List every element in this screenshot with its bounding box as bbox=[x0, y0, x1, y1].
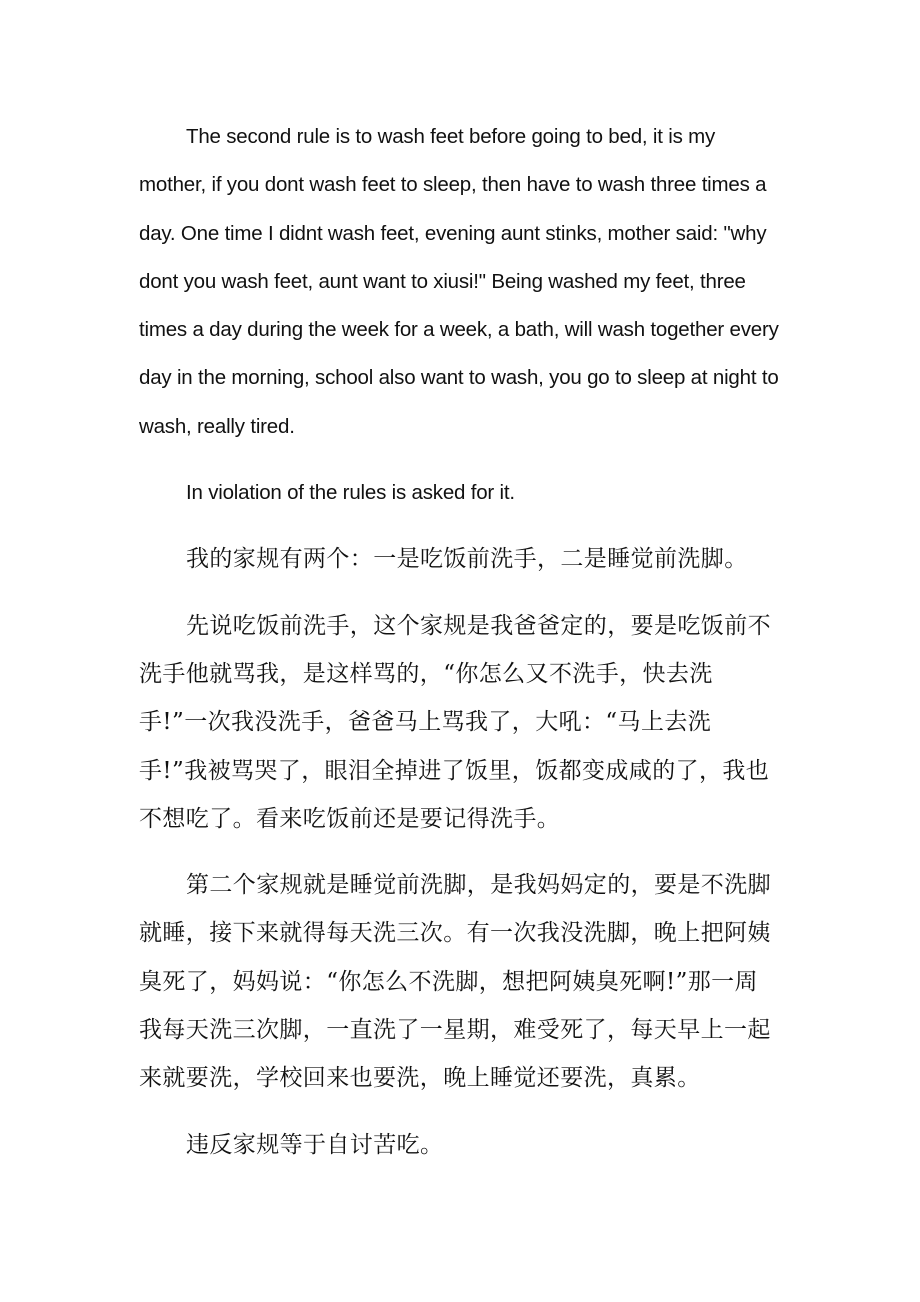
document-body bbox=[139, 113, 779, 1169]
paragraph-gap bbox=[139, 451, 779, 469]
paragraph-wash-feet-zh: 第二个家规就是睡觉前洗脚，是我妈妈定的，要是不洗脚就睡，接下来就得每天洗三次。有一次我没洗脚，晚上把阿姨臭死了，妈妈说：“你怎么不洗脚，想把阿姨臭死啊!”那一周我每天洗三次脚，一直洗了一星期，难受死了，每天早上一起来就要洗，学校回来也要洗，晚上睡觉还要洗，真累。 bbox=[139, 872, 771, 1092]
paragraph-violation-en: In violation of the rules is asked for it. bbox=[186, 481, 515, 505]
paragraph-gap bbox=[139, 843, 779, 861]
paragraph-gap bbox=[139, 584, 779, 602]
paragraph-gap bbox=[139, 1103, 779, 1121]
paragraph-gap bbox=[139, 517, 779, 535]
paragraph-conclusion-zh: 违反家规等于自讨苦吃。 bbox=[186, 1131, 444, 1158]
paragraph-two-rules-zh: 我的家规有两个：一是吃饭前洗手，二是睡觉前洗脚。 bbox=[186, 546, 748, 573]
paragraph-wash-hands-zh: 先说吃饭前洗手，这个家规是我爸爸定的，要是吃饭前不洗手他就骂我，是这样骂的，“你怎么又不洗手，快去洗手!”一次我没洗手，爸爸马上骂我了，大吼：“马上去洗手!”我被骂哭了，眼泪全掉进了饭里，饭都变成咸的了，我也不想吃了。看来吃饭前还是要记得洗手。 bbox=[139, 612, 771, 832]
paragraph-second-rule-en: The second rule is to wash feet before going to bed, it is my mother, if you dont wash feet to sleep, then have to wash three times a day. One time I didnt wash feet, evening aunt stinks, mother said: "why dont you wash feet, aunt want to xiusi!" Being washed my feet, three times a day during the week for a week, a bath, will wash together every day in the morning, school also want to wash, you go to sleep at night to wash, really tired. bbox=[139, 125, 779, 438]
